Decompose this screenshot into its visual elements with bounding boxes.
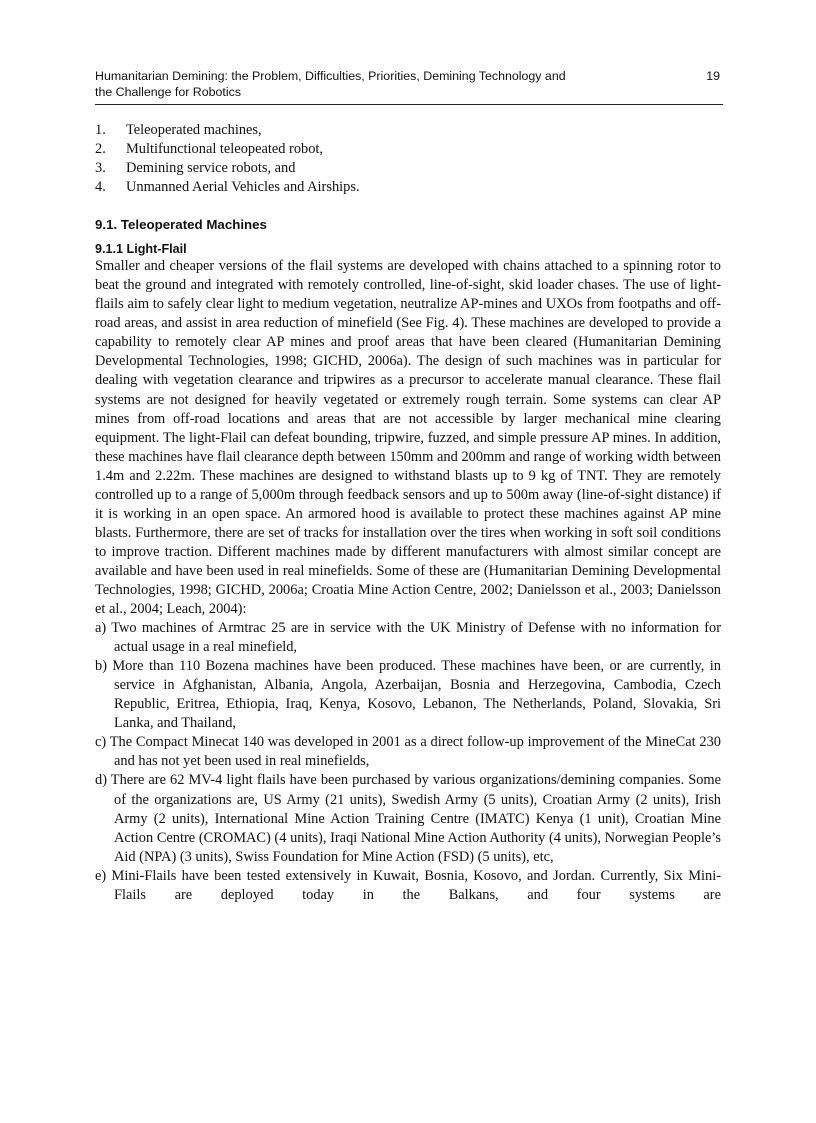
- list-item: b) More than 110 Bozena machines have been produced. These machines have been, or are currently, in service in Afghanistan, Albania, Angola, Azerbaijan, Bosnia and Herzegovina, Cambodia, Czech Republic, Eritrea, Ethiopia, Iraq, Kenya, Kosovo, Lebanon, The Netherlands, Poland, Slovakia, Sri Lanka, and Thailand,: [95, 658, 721, 732]
- list-item: [95, 159, 721, 178]
- list-item-text: Unmanned Aerial Vehicles and Airships.: [126, 179, 360, 196]
- numbered-list: [95, 121, 721, 197]
- list-item: [95, 140, 721, 159]
- list-item-text: Demining service robots, and: [126, 160, 296, 177]
- list-item: a) Two machines of Armtrac 25 are in service with the UK Ministry of Defense with no information for actual usage in a real minefield,: [95, 620, 721, 656]
- list-number: 3.: [95, 160, 106, 177]
- list-item-text: Teleoperated machines,: [126, 122, 262, 138]
- lettered-list: [95, 619, 721, 905]
- page-number: 19: [706, 69, 720, 83]
- list-item: e) Mini-Flails have been tested extensively in Kuwait, Bosnia, Kosovo, and Jordan. Currently, Six Mini-Flails are deployed today in the Balkans, and four systems are: [95, 867, 721, 903]
- list-item: [95, 178, 721, 197]
- subsection-heading: 9.1.1 Light-Flail: [95, 242, 187, 257]
- list-item-text: Multifunctional teleopeated robot,: [126, 141, 324, 158]
- list-number: 4.: [95, 179, 106, 196]
- body-paragraph: Smaller and cheaper versions of the flail systems are developed with chains attached to a spinning rotor to beat the ground and integrated with remotely controlled, line-of-sight, skid loader chases. The use of light-flails aim to safely clear light to medium vegetation, neutralize AP-mines and UXOs from footpaths and off-road areas, and assist in area reduction of minefield (See Fig. 4). These machines are developed to provide a capability to remotely clear AP mines and proof areas that have been cleared (Humanitarian Demining Developmental Technologies, 1998; GICHD, 2006a). The design of such machines was in particular for dealing with vegetation clearance and tripwires as a precursor to accelerate manual clearance. These flail systems are not designed for heavily vegetated or extremely rough terrain. Some systems can clear AP mines from off-road locations and areas that are not accessible by larger mechanical mine clearing equipment. The light-Flail can defeat bounding, tripwire, fuzzed, and simple pressure AP mines. In addition, these machines have flail clearance depth between 150mm and 200mm and range of working width between 1.4m and 2.22m. These machines are designed to withstand blasts up to 9 kg of TNT. They are remotely controlled up to a range of 5,000m through feedback sensors and up to 500m away (line-of-sight distance) if it is working in an open space. An armored hood is available to protect these machines against AP mine blasts. Furthermore, there are set of tracks for installation over the tires when working in soft soil conditions to improve traction. Different machines made by different manufacturers with almost similar concept are available and have been used in real minefields. Some of these are (Humanitarian Demining Developmental Technologies, 1998; GICHD, 2006a; Croatia Mine Action Centre, 2002; Danielsson et al., 2003; Danielsson et al., 2004; Leach, 2004):: [95, 258, 721, 618]
- running-title: [95, 68, 655, 100]
- list-number: 2.: [95, 141, 106, 158]
- section-heading: 9.1. Teleoperated Machines: [95, 217, 267, 233]
- list-item: d) There are 62 MV-4 light flails have been purchased by various organizations/demining companies. Some of the organizations are, US Army (21 units), Swedish Army (5 units), Croatian Army (2 units), Irish Army (2 units), International Mine Action Training Centre (IMATC) Kenya (1 unit), Croatian Mine Action Centre (CROMAC) (4 units), Iraqi National Mine Action Authority (4 units), Norwegian People’s Aid (NPA) (3 units), Swiss Foundation for Mine Action (FSD) (5 units), etc,: [95, 772, 721, 865]
- list-item: c) The Compact Minecat 140 was developed in 2001 as a direct follow-up improvement of the MineCat 230 and has not yet been used in real minefields,: [95, 734, 721, 770]
- list-number: 1.: [95, 122, 106, 138]
- body-text: [95, 121, 721, 905]
- running-header: [95, 68, 723, 105]
- running-title-line-2: the Challenge for Robotics: [95, 85, 242, 99]
- list-item: [95, 121, 721, 140]
- running-title-line-1: Humanitarian Demining: the Problem, Difficulties, Priorities, Demining Technology and: [95, 69, 566, 83]
